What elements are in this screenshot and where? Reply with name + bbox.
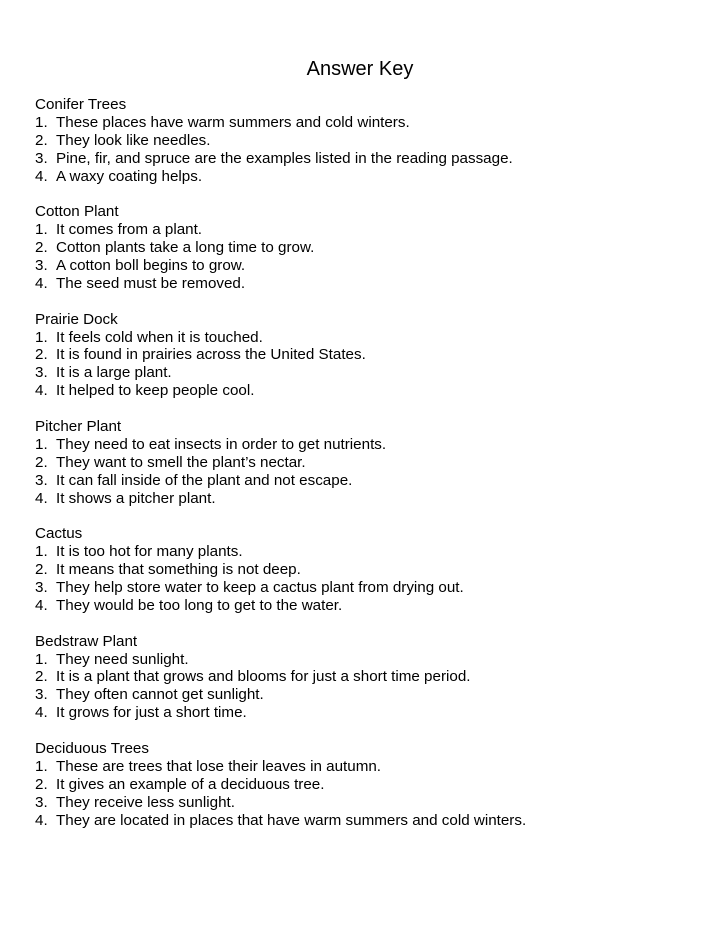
answer-number: 3. (35, 149, 48, 167)
answer-item (35, 812, 695, 830)
answer-number: 2. (35, 668, 48, 686)
answer-text: Pine, fir, and spruce are the examples listed in the reading passage. (56, 149, 513, 167)
answer-number: 1. (35, 221, 48, 239)
answer-item (35, 490, 695, 508)
answer-text: It is too hot for many plants. (56, 543, 243, 561)
answer-number: 1. (35, 650, 48, 668)
answer-text: It feels cold when it is touched. (56, 328, 263, 346)
section-heading: Pitcher Plant (35, 417, 122, 435)
answer-item (35, 794, 695, 812)
answer-item (35, 758, 695, 776)
answer-section (35, 740, 695, 830)
answer-item (35, 382, 695, 400)
answer-text: It comes from a plant. (56, 221, 203, 239)
answer-item (35, 561, 695, 579)
answer-section (35, 203, 695, 293)
answer-item (35, 346, 695, 364)
answer-section (35, 525, 695, 615)
answer-item (35, 543, 695, 561)
answer-text: It is found in prairies across the United States. (56, 346, 366, 364)
answer-item (35, 239, 695, 257)
answer-item (35, 275, 695, 293)
answer-item (35, 597, 695, 615)
answer-text: It is a large plant. (56, 364, 172, 382)
answer-item (35, 668, 695, 686)
answer-item (35, 132, 695, 150)
answer-number: 2. (35, 131, 48, 149)
answer-number: 1. (35, 113, 48, 131)
answer-text: They receive less sunlight. (56, 793, 235, 811)
answer-item (35, 436, 695, 454)
answer-item (35, 579, 695, 597)
answer-section (35, 633, 695, 723)
answer-number: 4. (35, 167, 48, 185)
answer-text: It can fall inside of the plant and not escape. (56, 471, 353, 489)
answer-item (35, 114, 695, 132)
answer-text: These places have warm summers and cold winters. (56, 113, 410, 131)
answer-number: 2. (35, 561, 48, 579)
answer-text: They would be too long to get to the water. (56, 596, 343, 614)
answer-number: 2. (35, 453, 48, 471)
answer-number: 2. (35, 775, 48, 793)
answer-item (35, 704, 695, 722)
answer-number: 1. (35, 328, 48, 346)
answer-item (35, 472, 695, 490)
answer-item (35, 686, 695, 704)
answer-sections (35, 96, 695, 847)
answer-number: 3. (35, 686, 48, 704)
answer-text: They want to smell the plant’s nectar. (56, 453, 306, 471)
answer-text: They often cannot get sunlight. (56, 686, 264, 704)
answer-item (35, 257, 695, 275)
answer-text: It shows a pitcher plant. (56, 489, 216, 507)
answer-item (35, 221, 695, 239)
section-heading: Bedstraw Plant (35, 632, 138, 650)
answer-item (35, 329, 695, 347)
answer-text: They help store water to keep a cactus plant from drying out. (56, 579, 464, 597)
section-heading: Cotton Plant (35, 203, 119, 221)
answer-number: 3. (35, 257, 48, 275)
answer-number: 3. (35, 364, 48, 382)
section-heading: Cactus (35, 525, 83, 543)
answer-text: They need sunlight. (56, 650, 189, 668)
answer-number: 4. (35, 382, 48, 400)
answer-text: A waxy coating helps. (56, 167, 203, 185)
answer-number: 4. (35, 704, 48, 722)
section-heading: Conifer Trees (35, 96, 127, 113)
answer-number: 2. (35, 239, 48, 257)
page-title: Answer Key (306, 58, 414, 80)
answer-item (35, 454, 695, 472)
answer-text: It helped to keep people cool. (56, 382, 255, 400)
section-heading: Prairie Dock (35, 310, 118, 328)
answer-item (35, 168, 695, 186)
answer-number: 4. (35, 811, 48, 829)
answer-item (35, 776, 695, 794)
answer-number: 3. (35, 579, 48, 597)
answer-item (35, 651, 695, 669)
answer-text: Cotton plants take a long time to grow. (56, 239, 315, 257)
answer-text: They are located in places that have warm summers and cold winters. (56, 811, 527, 829)
answer-text: It gives an example of a deciduous tree. (56, 775, 325, 793)
answer-text: The seed must be removed. (56, 274, 246, 292)
answer-number: 3. (35, 471, 48, 489)
answer-section (35, 418, 695, 508)
answer-text: A cotton boll begins to grow. (56, 257, 246, 275)
answer-number: 1. (35, 543, 48, 561)
answer-text: It means that something is not deep. (56, 561, 301, 579)
answer-text: These are trees that lose their leaves in autumn. (56, 757, 382, 775)
answer-number: 4. (35, 489, 48, 507)
answer-number: 4. (35, 274, 48, 292)
answer-number: 4. (35, 596, 48, 614)
answer-item (35, 364, 695, 382)
answer-section (35, 96, 695, 186)
answer-item (35, 150, 695, 168)
answer-number: 1. (35, 435, 48, 453)
answer-text: It is a plant that grows and blooms for just a short time period. (56, 668, 471, 686)
answer-number: 3. (35, 793, 48, 811)
answer-section (35, 311, 695, 401)
answer-text: They look like needles. (56, 131, 211, 149)
answer-number: 2. (35, 346, 48, 364)
section-heading: Deciduous Trees (35, 739, 149, 757)
answer-text: It grows for just a short time. (56, 704, 247, 722)
answer-number: 1. (35, 757, 48, 775)
answer-text: They need to eat insects in order to get nutrients. (56, 435, 387, 453)
